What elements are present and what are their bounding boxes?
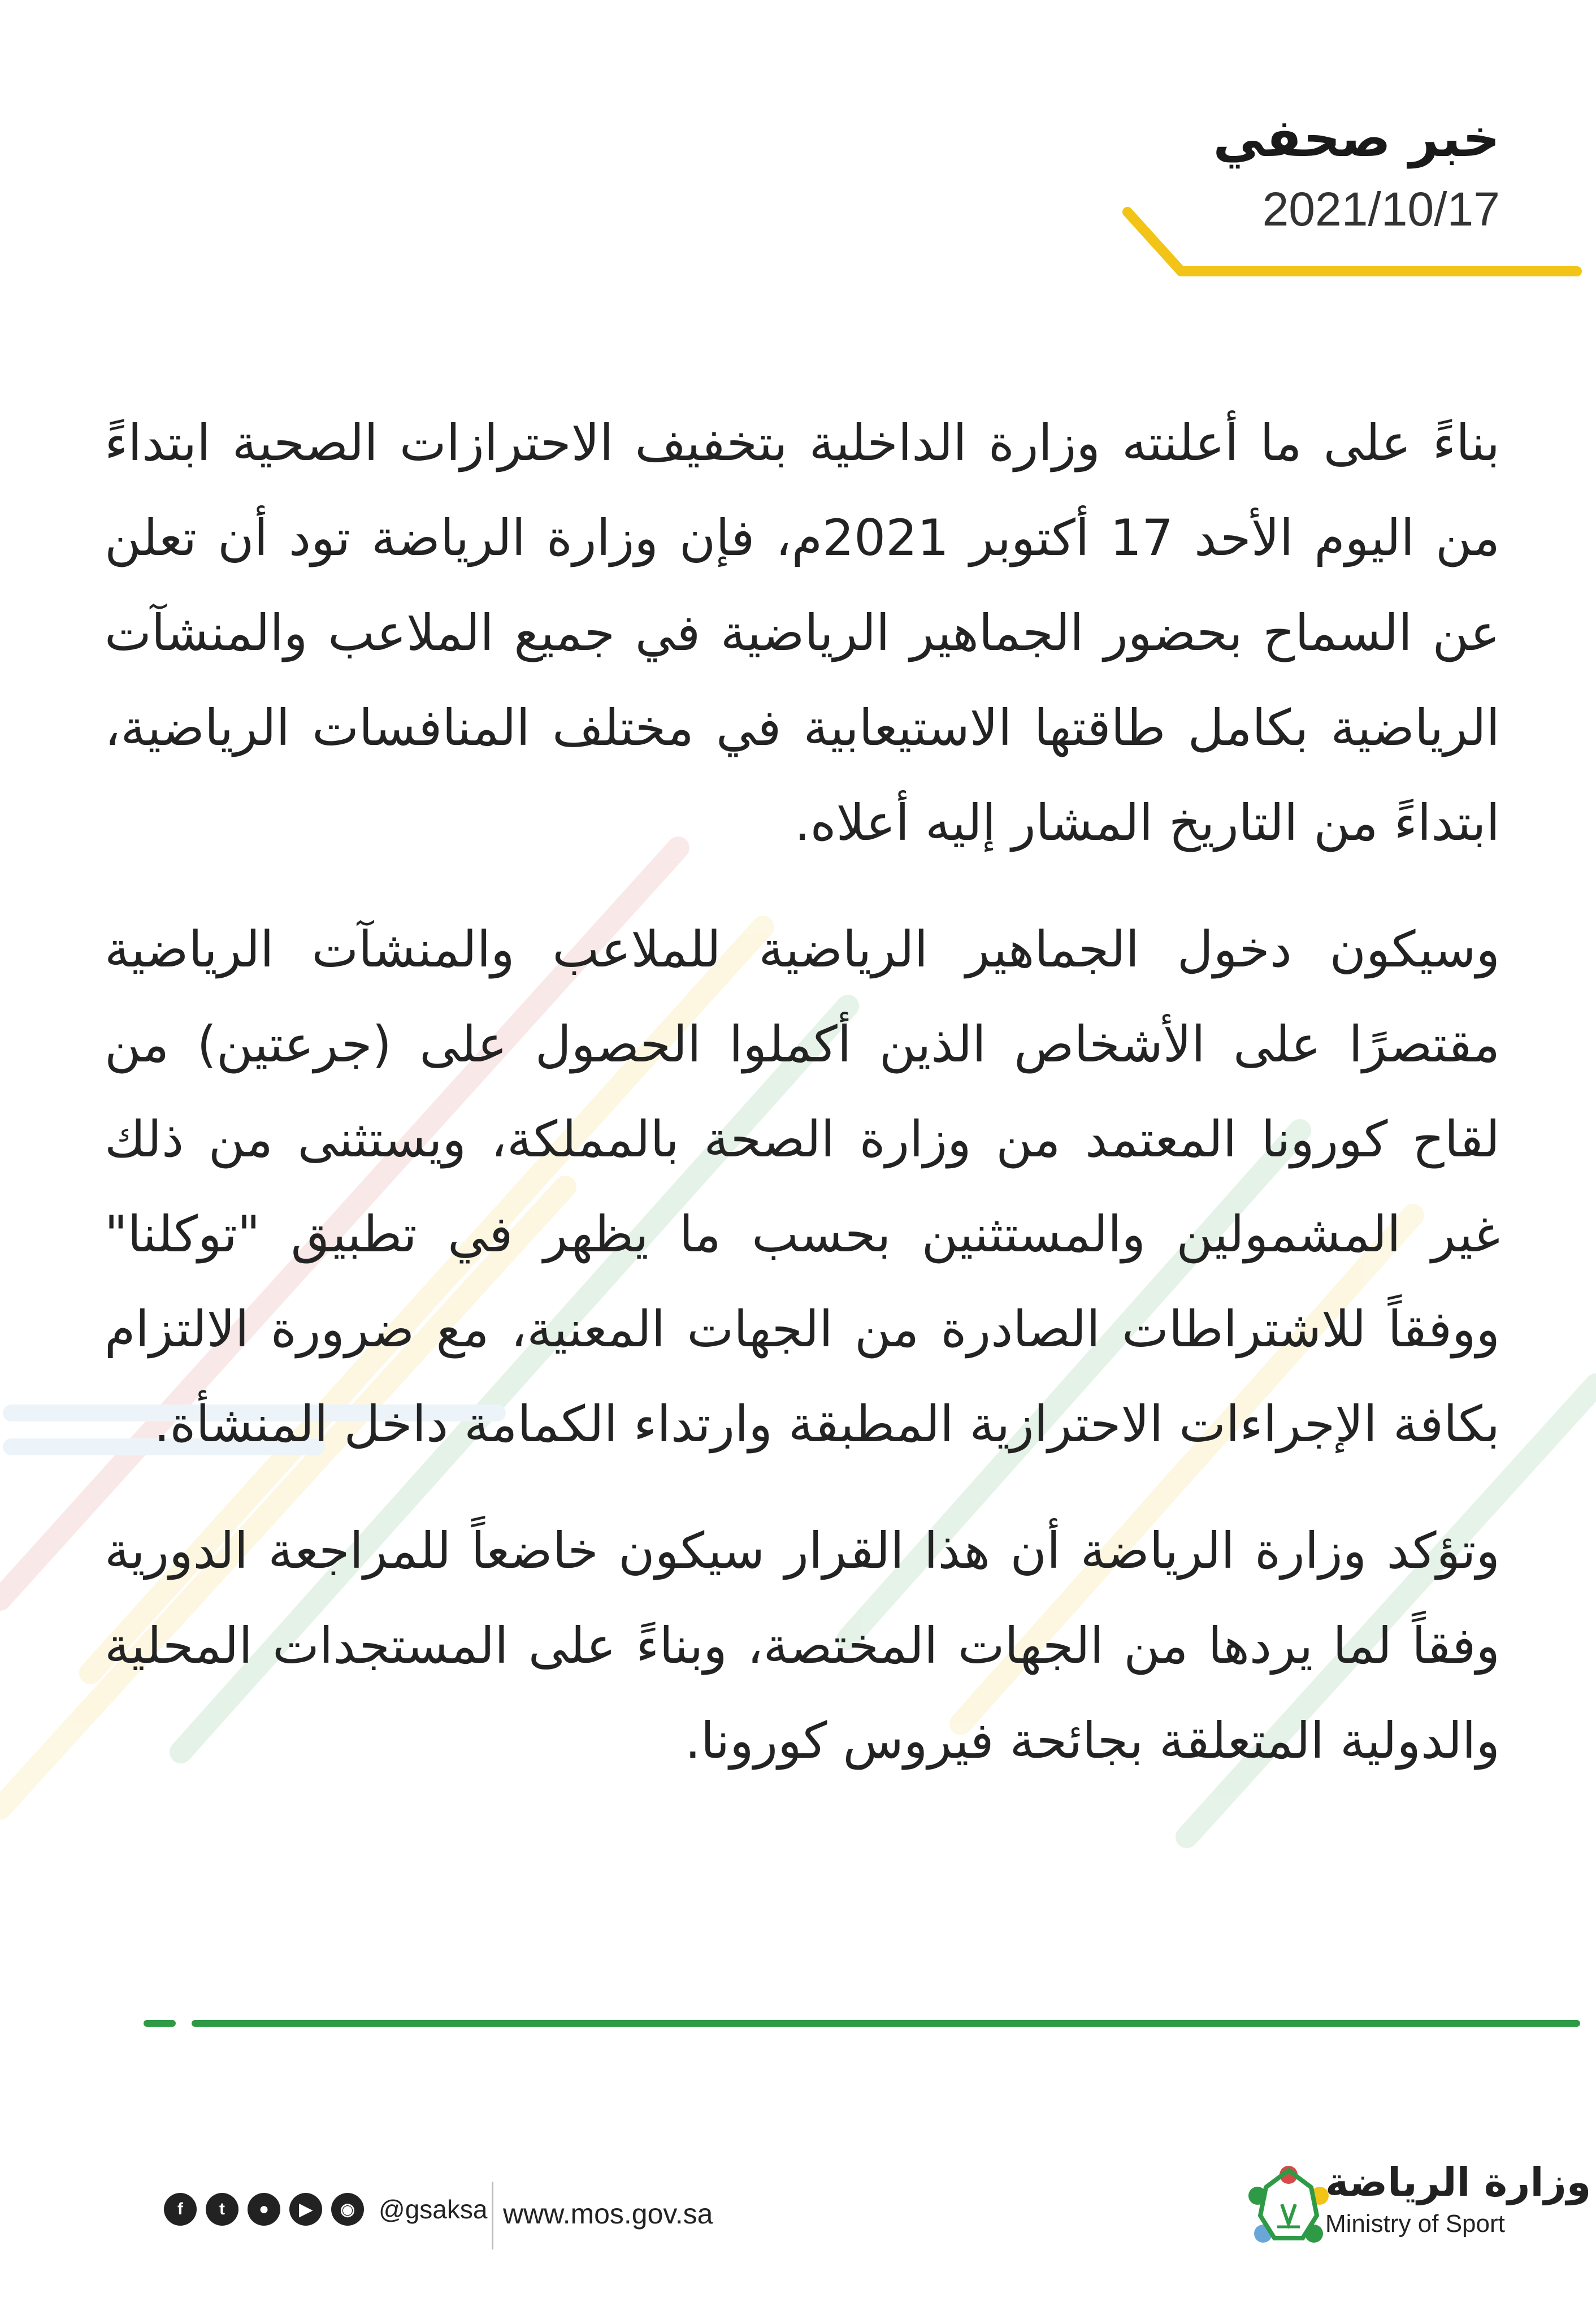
footer-divider (0, 2018, 1596, 2029)
website-link[interactable]: www.mos.gov.sa (503, 2198, 713, 2230)
logo-english-text: Ministry of Sport (1325, 2210, 1505, 2238)
logo-arabic-text: وزارة الرياضة (1325, 2159, 1591, 2205)
footer-separator (492, 2182, 493, 2249)
press-release-body (105, 396, 1500, 1820)
youtube-icon[interactable]: ▶ (289, 2193, 322, 2226)
header-accent-line (0, 0, 1596, 294)
social-handle[interactable]: @gsaksa (379, 2195, 488, 2224)
page-title: خبر صحفي (1213, 108, 1500, 168)
instagram-icon[interactable]: ◉ (331, 2193, 364, 2226)
social-links (164, 2193, 487, 2226)
body-paragraph-2: وسيكون دخول الجماهير الرياضية للملاعب والمنشآت الرياضية مقتصرًا على الأشخاص الذين أكملوا الحصول على (جرعتين) من لقاح كورونا المعتمد من وزارة الصحة بالمملكة، ويستثنى من ذلك غير المشمولين والمستثنين بحسب ما يظهر في تطبيق "توكلنا" ووفقاً للاشتراطات الصادرة من الجهات المعنية، مع ضرورة الالتزام بكافة الإجراءات الاحترازية المطبقة وارتداء الكمامة داخل المنشأة. (105, 920, 1500, 1453)
body-paragraph-3: وتؤكد وزارة الرياضة أن هذا القرار سيكون خاضعاً للمراجعة الدورية وفقاً لما يردها من الجهات المختصة، وبناءً على المستجدات المحلية والدولية المتعلقة بجائحة فيروس كورونا. (105, 1521, 1500, 1770)
body-paragraph-1: بناءً على ما أعلنته وزارة الداخلية بتخفيف الاحترازات الصحية ابتداءً من اليوم الأحد 17 أكتوبر 2021م، فإن وزارة الرياضة تود أن تعلن عن السماح بحضور الجماهير الرياضية في جميع الملاعب والمنشآت الرياضية بكامل طاقتها الاستيعابية في مختلف المنافسات الرياضية، ابتداءً من التاريخ المشار إليه أعلاه. (105, 414, 1500, 852)
twitter-icon[interactable]: t (206, 2193, 238, 2226)
facebook-icon[interactable]: f (164, 2193, 197, 2226)
release-date: 2021/10/17 (1262, 183, 1500, 236)
footer (0, 2063, 1596, 2238)
snapchat-icon[interactable]: ● (248, 2193, 280, 2226)
